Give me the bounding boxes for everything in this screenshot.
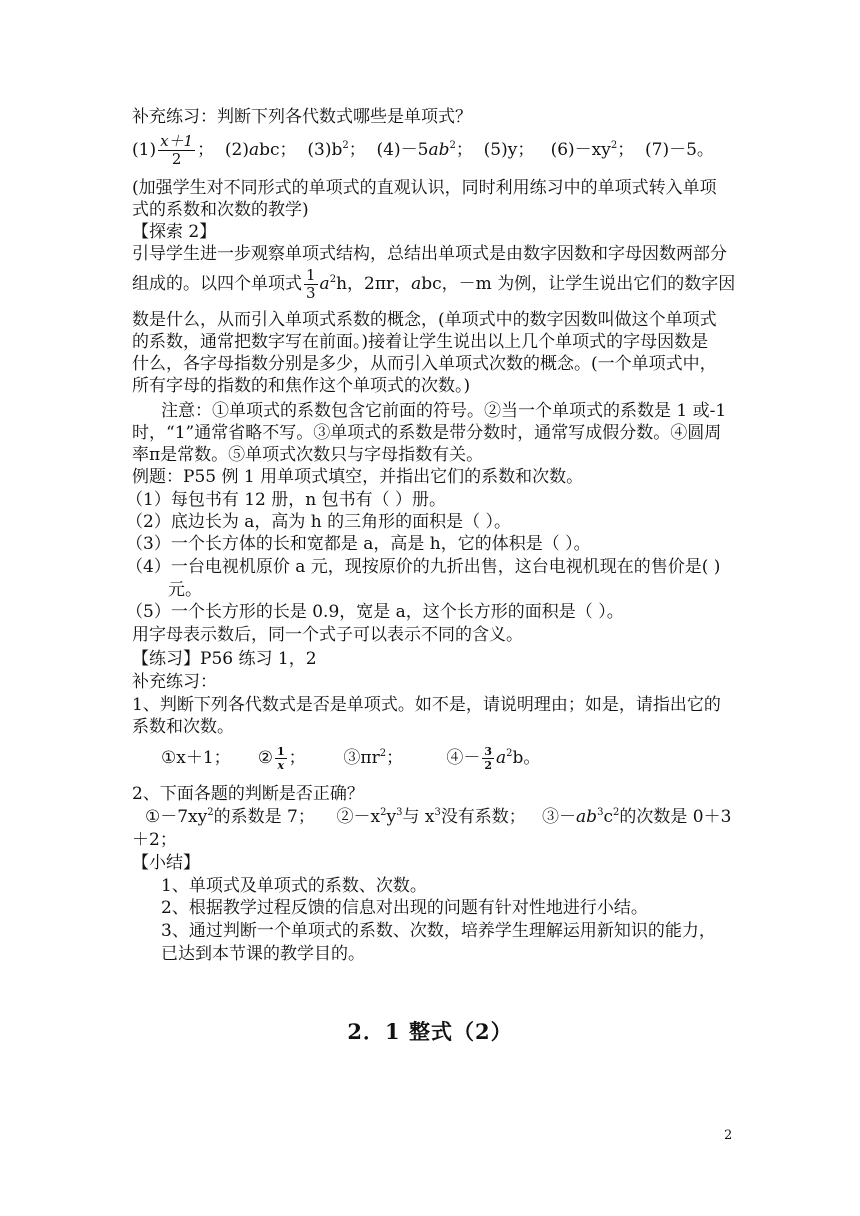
q1-item-4-exp: 2 [506, 748, 513, 759]
question-1-line-2: 系数和次数。 [132, 717, 234, 737]
one-over-x-den: x [277, 759, 285, 772]
example-item-3: （3）一个长方体的长和宽都是 a，高是 h，它的体积是（ ）。 [126, 534, 591, 554]
explore-para-2-pre: 组成的。以四个单项式 [132, 274, 302, 294]
summary-item-1: 1、单项式及单项式的系数、次数。 [161, 876, 427, 896]
q2-item-1-exp: 2 [207, 807, 214, 818]
q2-item-2-exp-3: 3 [434, 807, 441, 818]
q1-item-4-a: a [496, 748, 507, 768]
section-title: 2．1 整式（2） [347, 1019, 513, 1044]
q1-item-2-sep: ； [288, 748, 306, 768]
expr-4-ab: ab [428, 140, 450, 160]
var-abc-a: a [411, 274, 422, 294]
note-line-2: 式的系数和次数的教学) [132, 200, 309, 220]
expr-6-sep: ； [617, 140, 635, 160]
question-2-items [145, 806, 745, 828]
expr-1-sep: ； [197, 140, 215, 160]
summary-item-3-cont: 已达到本节课的教学目的。 [161, 944, 365, 964]
expr-3-sep: ； [348, 140, 366, 160]
q1-item-3-exp: 2 [379, 748, 387, 759]
three-halves-num: 3 [484, 745, 492, 758]
expr-1-fraction [158, 134, 195, 167]
meaning-note: 用字母表示数后，同一个式子可以表示不同的含义。 [132, 625, 523, 645]
three-halves-den: 2 [484, 759, 492, 772]
attention-note-1: 注意：①单项式的系数包含它前面的符号。②当一个单项式的系数是 1 或-1 [161, 401, 727, 421]
example-item-1: （1）每包书有 12 册，n 包书有（ ）册。 [126, 490, 447, 510]
q2-item-3: ③－ [542, 807, 577, 827]
expr-4: (4)－5 [376, 140, 429, 160]
expr-2-label: (2) [224, 140, 250, 160]
supplementary-heading-2: 补充练习： [132, 672, 217, 692]
expr-4-exp: 2 [449, 140, 456, 151]
expr-2-a: a [249, 140, 260, 160]
expr-4-sep: ； [455, 140, 473, 160]
q1-item-4: ④－ [446, 748, 481, 768]
one-third-den: 3 [306, 284, 316, 302]
q1-item-1: ①x＋1； [161, 748, 231, 768]
attention-note-3: 率π是常数。⑤单项式次数只与字母指数有关。 [132, 445, 484, 465]
explore-2-heading: 【探索 2】 [132, 222, 217, 242]
q2-item-3-ab: ab [576, 807, 598, 827]
q1-item-3: ③πr [343, 748, 380, 768]
question-2-heading: 2、下面各题的判断是否正确？ [132, 784, 364, 804]
q2-item-1-rest: 的系数是 7； [213, 807, 315, 827]
q2-item-3-rest: 的次数是 0＋3 [619, 807, 732, 827]
q2-item-3-exp-2: 2 [612, 807, 620, 818]
q2-item-2-exp-2: 3 [396, 807, 403, 818]
expr-2-rest: bc； [259, 140, 297, 160]
expr-6-exp: 2 [610, 140, 618, 151]
supplementary-exercise-heading: 补充练习：判断下列各代数式哪些是单项式？ [132, 107, 472, 127]
one-third-num: 1 [306, 266, 316, 284]
three-halves-fraction [482, 746, 494, 771]
expression-list [132, 128, 732, 172]
expr-3-exp: 2 [342, 140, 349, 151]
q2-item-2: ②－x [336, 807, 381, 827]
q2-item-2-mid: 与 x [402, 807, 435, 827]
question-1-items [161, 738, 761, 778]
explore-para-1: 引导学生进一步观察单项式结构，总结出单项式是由数字因数和字母因数两部分 [132, 244, 727, 264]
expr-1-denominator: 2 [171, 150, 182, 168]
q2-item-2-exp-1: 2 [380, 807, 387, 818]
expr-1-label: (1) [132, 140, 157, 160]
explore-para-4: 的系数，通常把数字写在前面。)接着让学生说出以上几个单项式的字母因数是 [132, 332, 709, 352]
q2-item-1: ①－7xy [145, 807, 208, 827]
explore-para-5: 什么，各字母指数分别是多少，从而引入单项式次数的概念。(一个单项式中， [132, 354, 717, 374]
example-item-2: （2）底边长为 a，高为 h 的三角形的面积是（ ）。 [126, 512, 512, 532]
expr-6: (6)－xy [550, 140, 611, 160]
q2-item-2-y: y [386, 807, 397, 827]
page-number: 2 [724, 1128, 733, 1143]
explore-para-6: 所有字母的指数的和焦作这个单项式的次数。) [132, 376, 471, 396]
note-line-1: (加强学生对不同形式的单项式的直观认识，同时利用练习中的单项式转入单项 [132, 178, 717, 198]
explore-para-3: 数是什么，从而引入单项式系数的概念，(单项式中的数字因数叫做这个单项式 [132, 310, 717, 330]
q1-item-3-sep: ； [386, 748, 404, 768]
example-item-4-cont: 元。 [168, 580, 202, 600]
explore-para-2-post: bc，－m 为例，让学生说出它们的数字因 [421, 274, 736, 294]
summary-item-2: 2、根据教学过程反馈的信息对出现的问题有针对性地进行小结。 [161, 898, 648, 918]
summary-heading: 【小结】 [132, 853, 200, 873]
q1-item-2: ② [257, 748, 273, 768]
explore-para-2 [132, 262, 736, 306]
q2-item-2-rest: 没有系数； [440, 807, 526, 827]
one-over-x-fraction [275, 746, 287, 771]
q2-item-3-c: c [603, 807, 613, 827]
explore-para-2-mid: h，2πr， [336, 274, 412, 294]
expr-7: (7)－5。 [645, 140, 714, 160]
var-a-exp: 2 [329, 274, 337, 285]
one-third-fraction [304, 268, 318, 301]
expr-1-numerator: x＋1 [160, 132, 194, 150]
attention-note-2: 时，“1”通常省略不写。③单项式的系数是带分数时，通常写成假分数。④圆周 [132, 423, 722, 443]
question-2-cont: ＋2； [132, 830, 177, 850]
one-over-x-num: 1 [276, 745, 285, 758]
example-item-4: （4）一台电视机原价 a 元，现按原价的九折出售，这台电视机现在的售价是( ) [126, 557, 721, 577]
expr-5: (5)y； [483, 140, 535, 160]
example-heading: 例题：P55 例 1 用单项式填空，并指出它们的系数和次数。 [132, 467, 584, 487]
var-a: a [319, 274, 330, 294]
expr-3: (3)b [307, 140, 343, 160]
summary-item-3: 3、通过判断一个单项式的系数、次数，培养学生理解运用新知识的能力， [161, 921, 716, 941]
practice-heading: 【练习】P56 练习 1，2 [132, 649, 317, 669]
q2-item-3-exp-1: 3 [597, 807, 604, 818]
question-1-line-1: 1、判断下列各代数式是否是单项式。如不是，请说明理由；如是，请指出它的 [132, 695, 721, 715]
example-item-5: （5）一个长方形的长是 0.9，宽是 a，这个长方形的面积是（ ）。 [126, 602, 624, 622]
q1-item-4-end: b。 [512, 748, 541, 768]
